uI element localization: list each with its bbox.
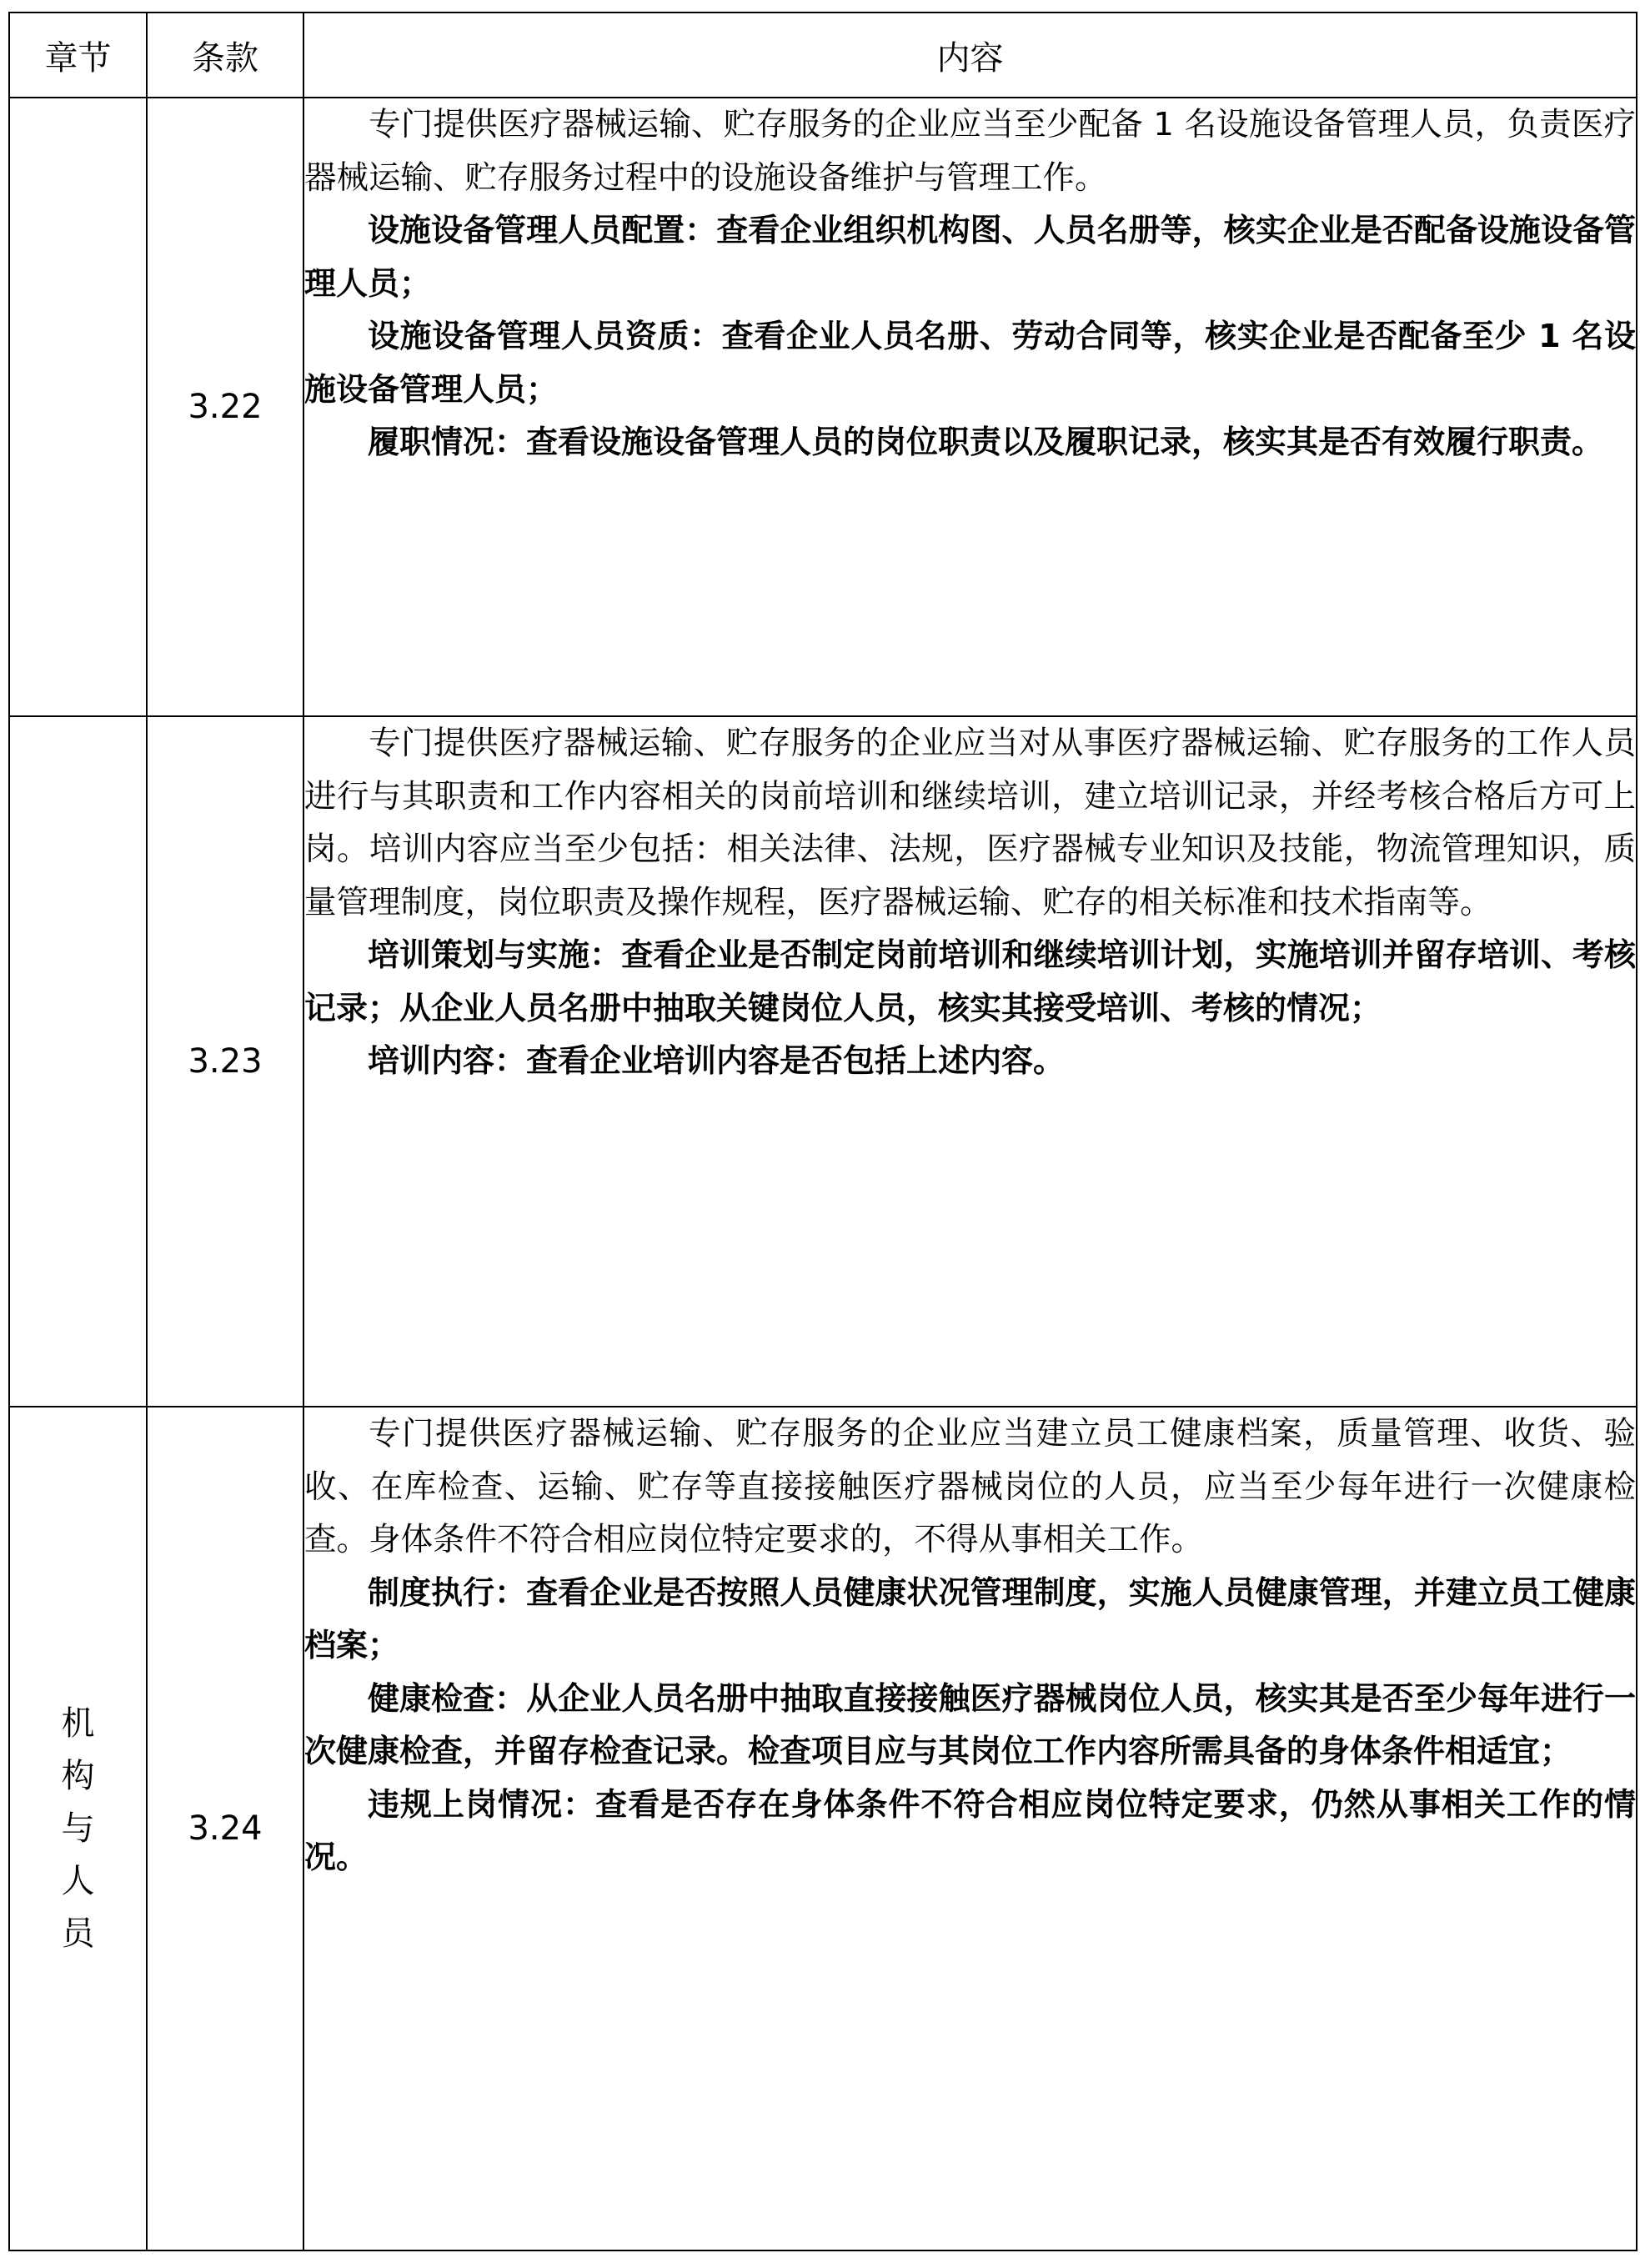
- header-clause: 条款: [147, 13, 303, 98]
- requirement-text: 专门提供医疗器械运输、贮存服务的企业应当建立员工健康档案，质量管理、收货、验收、在库检查、运输、贮存等直接接触医疗器械岗位的人员，应当至少每年进行一次健康检查。身体条件不符合相应岗位特定要求的，不得从事相关工作。: [304, 1415, 1636, 1558]
- requirement-text: 专门提供医疗器械运输、贮存服务的企业应当至少配备 1 名设施设备管理人员，负责医疗器械运输、贮存服务过程中的设施设备维护与管理工作。: [304, 106, 1636, 197]
- chapter-char: 构: [61, 1756, 95, 1795]
- header-chapter: 章节: [9, 13, 147, 98]
- table-header: [9, 13, 1637, 98]
- clause-number: 3.23: [147, 716, 303, 1407]
- clause-content: [303, 716, 1637, 1407]
- check-item: 健康检查：从企业人员名册中抽取直接接触医疗器械岗位人员，核实其是否至少每年进行一次健康检查，并留存检查记录。检查项目应与其岗位工作内容所需具备的身体条件相适宜；: [304, 1679, 1636, 1769]
- header-content: 内容: [303, 13, 1637, 98]
- check-item: 履职情况：查看设施设备管理人员的岗位职责以及履职记录，核实其是否有效履行职责。: [368, 424, 1604, 460]
- table-row: [9, 98, 1637, 716]
- clause-content: [303, 98, 1637, 716]
- table-row: [9, 716, 1637, 1407]
- check-item: 设施设备管理人员资质：查看企业人员名册、劳动合同等，核实企业是否配备至少 1 名设施设备管理人员；: [304, 318, 1636, 408]
- clause-number: 3.24: [147, 1407, 303, 2250]
- table-row: [9, 1407, 1637, 2250]
- chapter-label: [9, 1407, 147, 2250]
- chapter-cell-empty: [9, 98, 147, 716]
- chapter-char: 人: [61, 1861, 95, 1900]
- chapter-char: 与: [61, 1809, 95, 1848]
- clause-content: [303, 1407, 1637, 2250]
- chapter-char: 机: [61, 1704, 95, 1743]
- regulation-table: [8, 12, 1637, 2251]
- check-item: 培训策划与实施：查看企业是否制定岗前培训和继续培训计划，实施培训并留存培训、考核记录；从企业人员名册中抽取关键岗位人员，核实其接受培训、考核的情况；: [304, 936, 1636, 1026]
- header-row: [9, 13, 1637, 98]
- clause-number: 3.22: [147, 98, 303, 716]
- check-item: 违规上岗情况：查看是否存在身体条件不符合相应岗位特定要求，仍然从事相关工作的情况。: [304, 1785, 1636, 1875]
- check-item: 设施设备管理人员配置：查看企业组织机构图、人员名册等，核实企业是否配备设施设备管理人员；: [304, 212, 1636, 302]
- chapter-char: 员: [61, 1914, 95, 1953]
- chapter-cell-empty: [9, 716, 147, 1407]
- check-item: 培训内容：查看企业培训内容是否包括上述内容。: [368, 1042, 1066, 1079]
- requirement-text: 专门提供医疗器械运输、贮存服务的企业应当对从事医疗器械运输、贮存服务的工作人员进行与其职责和工作内容相关的岗前培训和继续培训，建立培训记录，并经考核合格后方可上岗。培训内容应当至少包括：相关法律、法规，医疗器械专业知识及技能，物流管理知识，质量管理制度，岗位职责及操作规程，医疗器械运输、贮存的相关标准和技术指南等。: [304, 725, 1636, 921]
- check-item: 制度执行：查看企业是否按照人员健康状况管理制度，实施人员健康管理，并建立员工健康档案；: [304, 1573, 1636, 1663]
